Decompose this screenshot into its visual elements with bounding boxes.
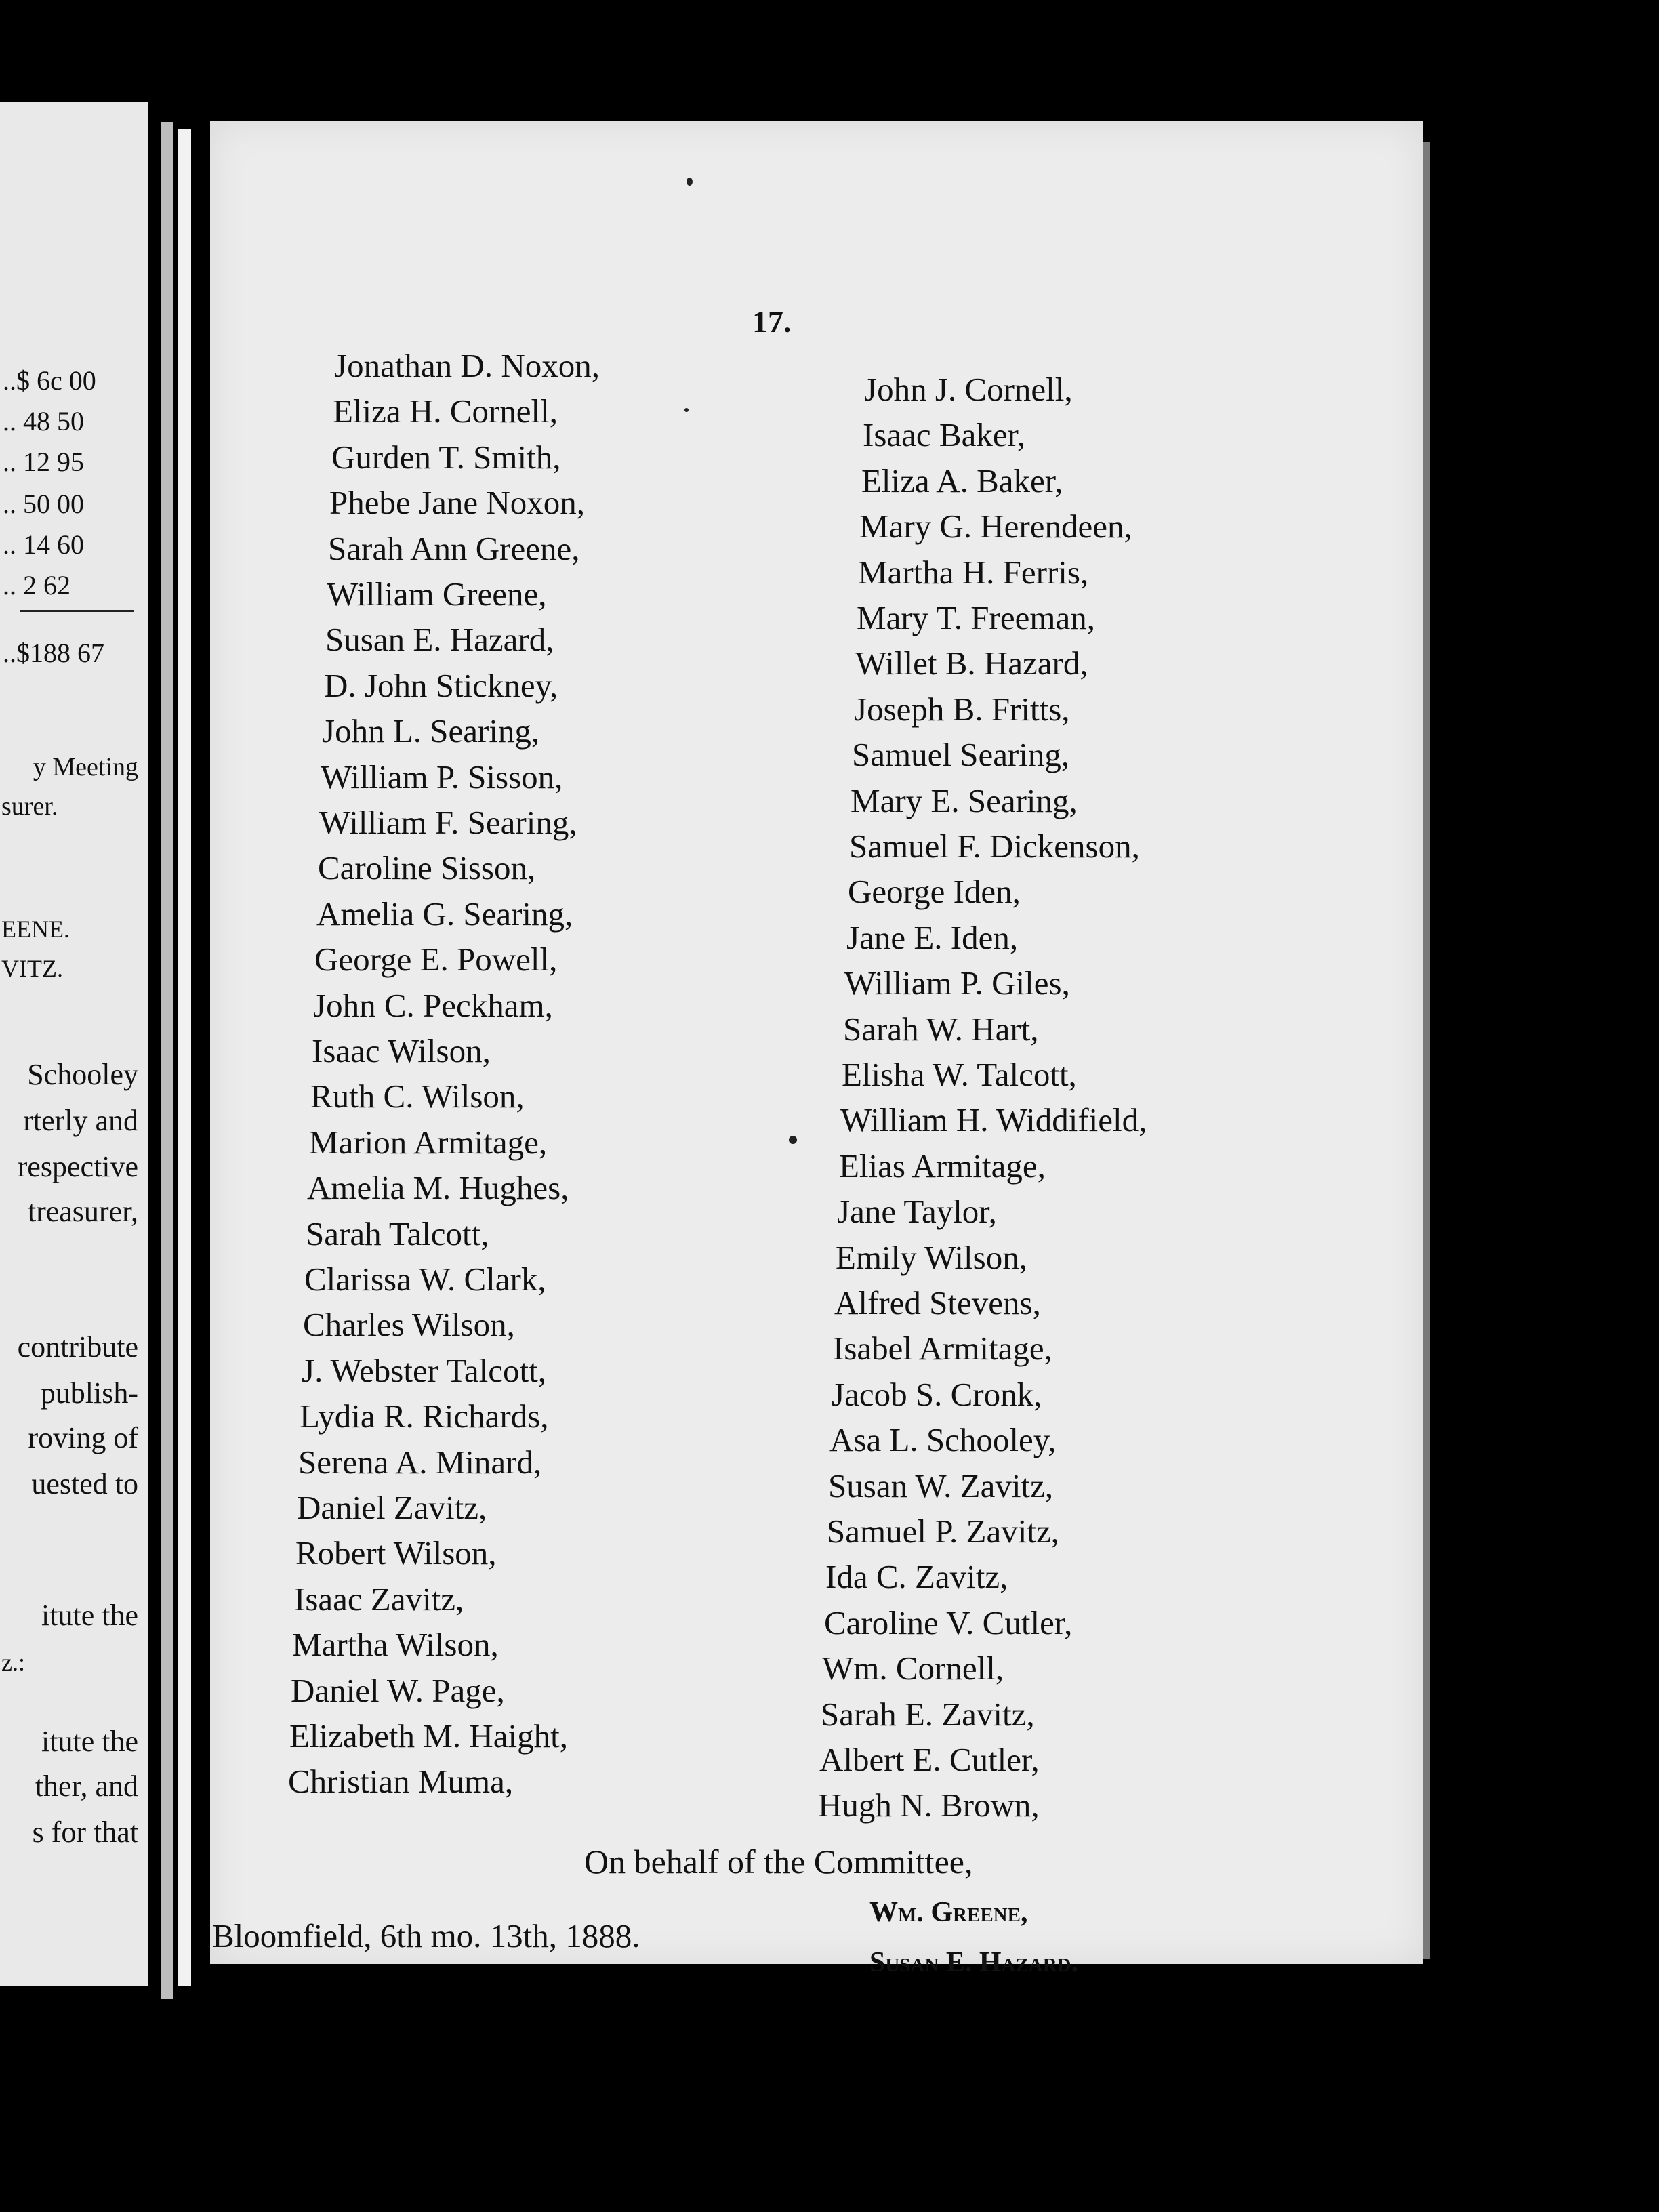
committee-member-name: Jane Taylor,	[837, 1193, 997, 1230]
signature: Susan E. Hazard.	[869, 1947, 1079, 1978]
committee-member-name: Susan E. Hazard,	[325, 621, 554, 658]
gutter-shadow	[161, 122, 173, 1999]
money-line: .. 50 00	[3, 489, 84, 519]
committee-member-name: Isabel Armitage,	[833, 1330, 1052, 1367]
committee-member-name: Martha Wilson,	[292, 1626, 499, 1663]
committee-member-name: J. Webster Talcott,	[302, 1352, 546, 1389]
left-fragment: itute the	[41, 1599, 138, 1632]
committee-member-name: Ida C. Zavitz,	[825, 1558, 1008, 1595]
committee-member-name: Susan W. Zavitz,	[828, 1467, 1054, 1504]
committee-member-name: Wm. Cornell,	[822, 1650, 1004, 1687]
committee-member-name: Christian Muma,	[288, 1763, 514, 1800]
committee-member-name: Robert Wilson,	[295, 1534, 497, 1572]
committee-member-name: Mary T. Freeman,	[857, 599, 1095, 636]
print-speck	[687, 178, 693, 186]
committee-member-name: John J. Cornell,	[864, 371, 1073, 408]
money-line: .. 12 95	[3, 447, 84, 477]
committee-member-name: Sarah E. Zavitz,	[821, 1696, 1035, 1733]
committee-member-name: Jane E. Iden,	[846, 919, 1019, 956]
committee-member-name: Caroline V. Cutler,	[824, 1604, 1073, 1641]
committee-member-name: William F. Searing,	[319, 804, 577, 841]
committee-member-name: Jacob S. Cronk,	[832, 1376, 1042, 1413]
committee-member-name: Elisha W. Talcott,	[842, 1056, 1077, 1093]
committee-member-name: Mary G. Herendeen,	[859, 508, 1132, 545]
committee-member-name: Marion Armitage,	[309, 1124, 548, 1161]
committee-member-name: Samuel F. Dickenson,	[849, 827, 1140, 865]
left-fragment: VITZ.	[1, 955, 63, 982]
committee-member-name: Elias Armitage,	[839, 1147, 1046, 1185]
left-fragment: surer.	[1, 792, 58, 821]
left-fragment: y Meeting	[33, 753, 138, 781]
committee-member-name: Amelia M. Hughes,	[307, 1169, 569, 1206]
committee-member-name: Emily Wilson,	[836, 1239, 1027, 1276]
left-fragment: Schooley	[27, 1058, 138, 1091]
money-line: .. 14 60	[3, 529, 84, 560]
committee-member-name: D. John Stickney,	[324, 667, 558, 704]
print-speck	[684, 408, 689, 412]
on-behalf-line: On behalf of the Committee,	[584, 1843, 973, 1881]
left-fragment: uested to	[31, 1467, 138, 1500]
committee-member-name: William Greene,	[327, 575, 547, 613]
committee-member-name: William P. Giles,	[844, 964, 1070, 1002]
committee-member-name: John L. Searing,	[322, 712, 540, 750]
committee-member-name: Martha H. Ferris,	[858, 554, 1089, 591]
committee-member-name: Ruth C. Wilson,	[310, 1078, 525, 1115]
committee-member-name: Mary E. Searing,	[851, 782, 1078, 819]
committee-member-name: Willet B. Hazard,	[855, 644, 1088, 682]
committee-member-name: Eliza H. Cornell,	[333, 392, 558, 430]
committee-member-name: Isaac Wilson,	[312, 1032, 491, 1069]
left-fragment: itute the	[41, 1725, 138, 1758]
left-fragment: ther, and	[35, 1769, 138, 1803]
committee-member-name: Asa L. Schooley,	[830, 1421, 1057, 1458]
committee-member-name: Isaac Baker,	[863, 416, 1026, 453]
committee-member-name: Alfred Stevens,	[834, 1284, 1041, 1322]
committee-member-name: Jonathan D. Noxon,	[334, 347, 600, 384]
money-total: ..$188 67	[3, 638, 104, 668]
print-speck	[789, 1136, 797, 1144]
committee-member-name: William H. Widdifield,	[840, 1101, 1147, 1139]
committee-member-name: Samuel P. Zavitz,	[827, 1513, 1059, 1550]
page-number: 17.	[752, 304, 792, 339]
committee-member-name: Isaac Zavitz,	[294, 1580, 464, 1618]
committee-member-name: Elizabeth M. Haight,	[289, 1717, 568, 1755]
committee-member-name: Sarah Ann Greene,	[328, 530, 580, 567]
left-page-fragment	[0, 102, 148, 1986]
committee-member-name: Sarah W. Hart,	[843, 1010, 1039, 1048]
left-fragment: respective	[17, 1150, 138, 1183]
committee-member-name: John C. Peckham,	[313, 987, 553, 1024]
committee-member-name: Hugh N. Brown,	[818, 1786, 1040, 1824]
money-line: .. 48 50	[3, 406, 84, 436]
committee-member-name: Samuel Searing,	[852, 736, 1070, 773]
page-edge-shadow	[1423, 142, 1430, 1959]
committee-member-name: Albert E. Cutler,	[819, 1741, 1040, 1778]
page-edge	[178, 129, 191, 1986]
left-fragment: roving of	[28, 1421, 138, 1454]
sum-rule	[20, 610, 134, 612]
left-fragment: rterly and	[23, 1104, 138, 1137]
left-fragment: z.:	[1, 1649, 25, 1676]
committee-member-name: Clarissa W. Clark,	[304, 1261, 546, 1298]
money-line: ..$ 6c 00	[3, 365, 96, 396]
committee-member-name: Daniel W. Page,	[291, 1672, 505, 1709]
left-fragment: contribute	[17, 1330, 138, 1364]
date-line: Bloomfield, 6th mo. 13th, 1888.	[212, 1917, 640, 1954]
money-line: .. 2 62	[3, 570, 70, 600]
left-fragment: EENE.	[1, 916, 70, 943]
signature: Wm. Greene,	[869, 1897, 1028, 1928]
committee-member-name: Joseph B. Fritts,	[854, 691, 1070, 728]
committee-member-name: Charles Wilson,	[303, 1306, 515, 1343]
left-fragment: s for that	[32, 1816, 138, 1849]
committee-member-name: Daniel Zavitz,	[297, 1489, 487, 1526]
committee-member-name: Sarah Talcott,	[306, 1215, 489, 1252]
left-fragment: treasurer,	[27, 1195, 138, 1228]
committee-member-name: George Iden,	[848, 873, 1021, 910]
committee-member-name: Phebe Jane Noxon,	[329, 484, 585, 521]
committee-member-name: Gurden T. Smith,	[331, 438, 561, 476]
committee-member-name: Caroline Sisson,	[318, 849, 536, 886]
committee-member-name: George E. Powell,	[314, 941, 558, 978]
committee-member-name: Serena A. Minard,	[298, 1443, 542, 1481]
committee-member-name: William P. Sisson,	[321, 758, 563, 796]
left-fragment: publish-	[40, 1376, 138, 1410]
committee-member-name: Eliza A. Baker,	[861, 462, 1063, 499]
committee-member-name: Amelia G. Searing,	[316, 895, 573, 933]
committee-member-name: Lydia R. Richards,	[300, 1397, 549, 1435]
